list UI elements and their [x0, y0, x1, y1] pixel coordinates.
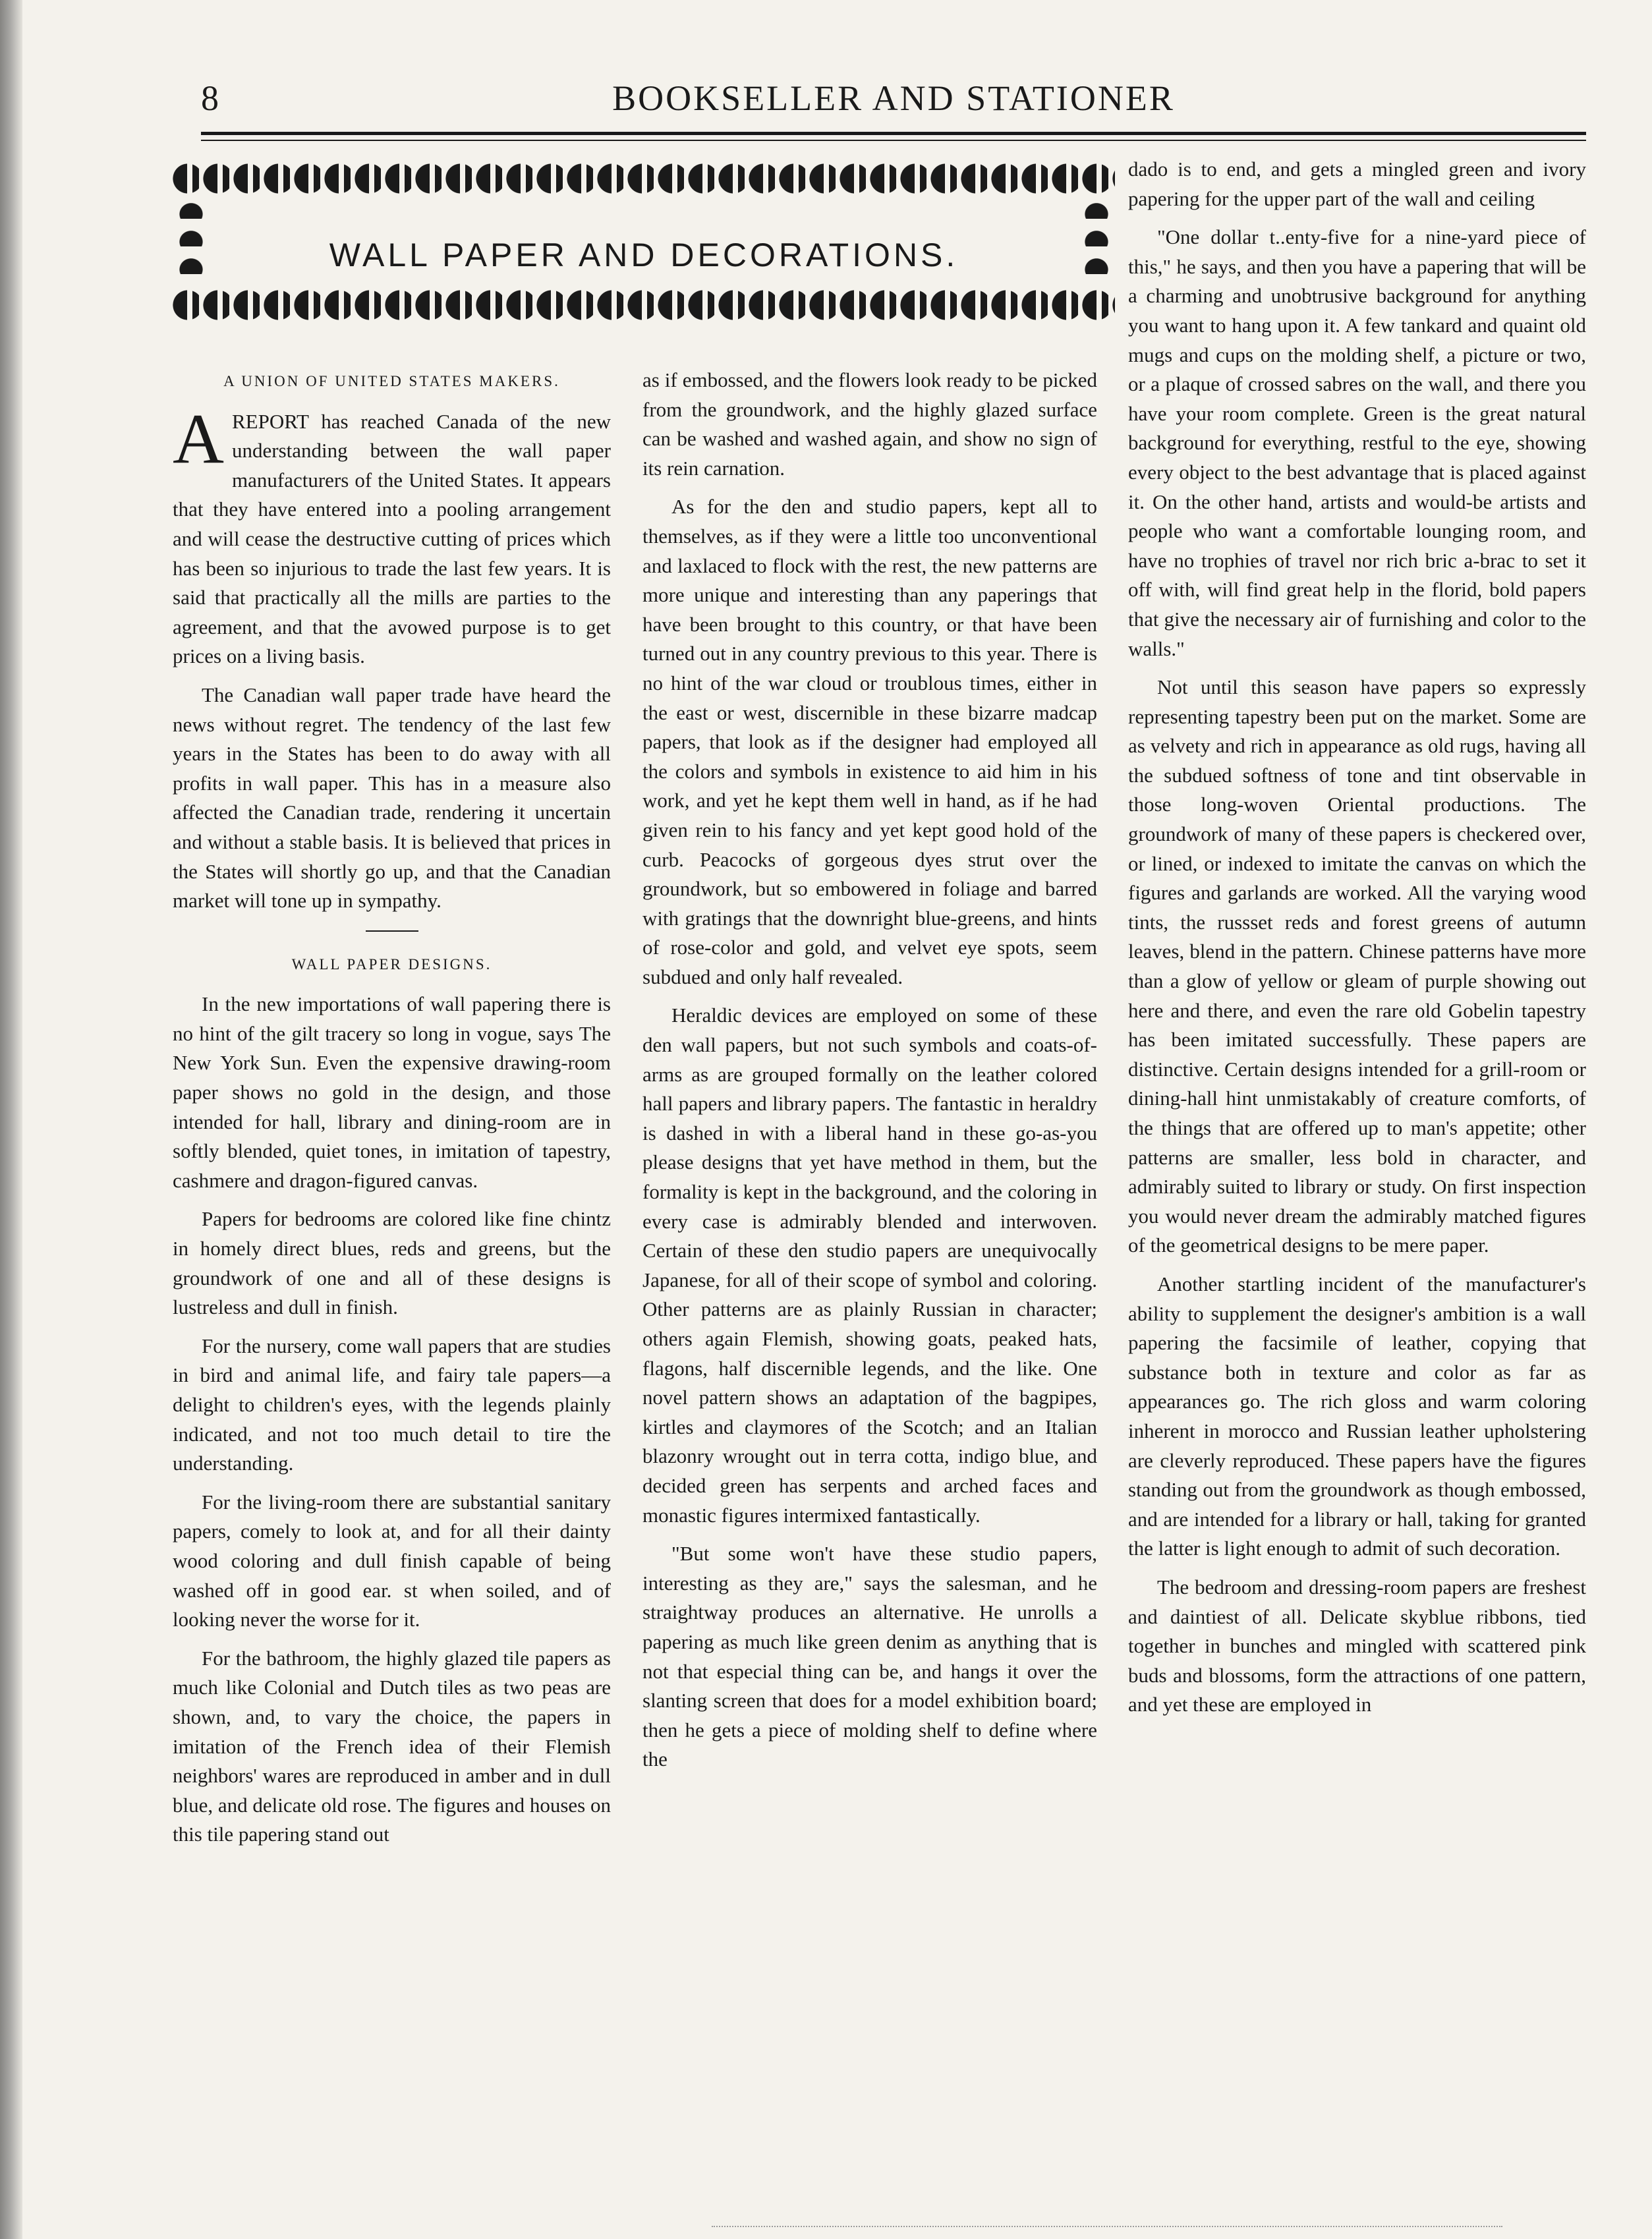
ornament-border-right [1082, 200, 1111, 283]
paragraph: "But some won't have these studio papers, interesting as they are," says the salesman, and he straightway produces an alternative. He unrolls a papering as much like green denim as anything that is not that especial thing can be, and hangs it over the slanting screen that does for a model exhibition board; then he gets a piece of molding shelf to define where the [642, 1542, 1097, 1771]
column-2 [642, 366, 1097, 1784]
ornament-border-top [173, 159, 1115, 198]
paragraph: The bedroom and dressing-room papers are freshest and daintiest of all. Delicate skyblue ribbons, tied together in bunches and mingled with scattered pink buds and blossoms, form the attractions of one pattern, and yet these are employed in [1128, 1575, 1586, 1716]
paragraph: "One dollar t..enty-five for a nine-yard piece of this," he says, and then you have a papering that will be a charming and unobtrusive background for anything you want to hang upon it. A few tankard and quaint old mugs and cups on the molding shelf, a picture or two, or a plaque of crossed sabres on the wall, and there you have your room complete. Green is the great natural background for everything, restful to the eye, showing every object to the best advantage that is placed against it. On the other hand, artists and would-be artists and people who want a comfortable lounging room, and have no trophies of travel nor rich bric a-brac to set it off with, will find great help in the florid, bold papers that give the necessary air of furnishing and color to the walls." [1128, 225, 1586, 660]
paragraph: The Canadian wall paper trade have heard the news without regret. The tendency of the last few years in the States has been to do away with all profits in wall paper. This has in a measure also affected the Canadian trade, rendering it uncertain and without a stable basis. It is believed that prices in the States will shortly go up, and that the Canadian market will tone up in sympathy. [173, 683, 611, 913]
header-rule [201, 132, 1586, 135]
paragraph: dado is to end, and gets a mingled green and ivory papering for the upper part of the wall and ceiling [1128, 157, 1586, 210]
paragraph: For the nursery, come wall papers that are studies in bird and animal life, and fairy tale papers—a delight to children's eyes, with the legends plainly indicated, and not too much detail to tire the understanding. [173, 1334, 611, 1475]
paragraph: In the new importations of wall papering there is no hint of the gilt tracery so long in vogue, says The New York Sun. Even the expensive drawing-room paper shows no gold in the design, and those intended for hall, library and dining-room are in softly blended, quiet tones, in imitation of tapestry, cashmere and dragon-figured canvas. [173, 992, 611, 1192]
column-3 [1128, 155, 1586, 1729]
paragraph: Not until this season have papers so expressly representing tapestry been put on the market. Some are as velvety and rich in appearance as old rugs, having all the subdued softness of tone and tint observable in those long-woven Oriental productions. The groundwork of many of these papers is checkered over, or lined, or indexed to imitate the canvas on which the figures and garlands are worked. All the varying wood tints, the russset reds and forest greens of autumn leaves, blend in the pattern. Chinese patterns have more than a glow of yellow or gleam of purple showing out here and there, and even the rare old Gobelin tapestry has been imitated successfully. These papers are distinctive. Certain designs intended for a grill-room or dining-hall hint unmistakably of creature comforts, of the things that are offered up to man's appetite; other patterns are smaller, less bold in character, and admirably suited to library or study. On first inspection you would never dream the admirably matched figures of the geometrical designs to be mere paper. [1128, 675, 1586, 1257]
column-1 [173, 366, 611, 1859]
running-head: BOOKSELLER AND STATIONER [612, 78, 1175, 118]
article-title: WALL PAPER AND DECORATIONS. [329, 237, 959, 273]
subhead-union: A UNION OF UNITED STATES MAKERS. [223, 373, 560, 389]
ornament-border-bottom [173, 286, 1115, 324]
page-edge-shadow [0, 0, 22, 2239]
header-rule-thin [201, 140, 1586, 141]
page-number: 8 [201, 78, 219, 118]
paragraph [173, 399, 611, 671]
subhead-designs: WALL PAPER DESIGNS. [291, 955, 492, 973]
section-divider [366, 930, 418, 932]
scan-artifact-bottom [712, 2226, 1502, 2227]
paragraph: as if embossed, and the flowers look ready to be picked from the groundwork, and the highly glazed surface can be washed and washed again, and show no sign of its rein carnation. [642, 368, 1097, 480]
paragraph: As for the den and studio papers, kept all to themselves, as if they were a little too unconventional and laxlaced to flock with the rest, the new patterns are more unique and interesting than any paperings that have been brought to this country, or that have been turned out in any country previous to this year. There is no hint of the war cloud or troublous times, either in the east or west, discernible in these bizarre madcap papers, that look as if the designer had employed all the colors and symbols in existence to aid him in his work, and yet he kept them well in hand, as if he had given rein to his fancy and yet kept good hold of the curb. Peacocks of gorgeous dyes strut over the groundwork, but so embowered in foliage and barred with gratings that the downright blue-greens, and hints of rose-color and gold, and velvet eye spots, seem subdued and only half revealed. [642, 495, 1097, 988]
ornament-border-left [177, 200, 206, 283]
paragraph-text: REPORT has reached Canada of the new understanding between the wall paper manufacturers of the United States. It appears that they have entered into a pooling arrangement and will cease the destructive cutting of prices which has been so injurious to trade the last few years. It is said that practically all the mills are parties to the agreement, and that the avowed purpose is to get prices on a living basis. [173, 409, 611, 668]
paragraph: Another startling incident of the manufacturer's ability to supplement the designer's ambition is a wall papering the facsimile of leather, copying that substance both in texture and color as far as appearances go. The rich gloss and warm coloring inherent in morocco and Russian leather upholstering are cleverly reproduced. These papers have the figures standing out from the groundwork as though embossed, and are intended for a library or hall, taking for granted the latter is light enough to admit of such decoration. [1128, 1272, 1586, 1560]
drop-cap: A [173, 399, 224, 478]
paragraph: For the bathroom, the highly glazed tile papers as much like Colonial and Dutch tiles as two peas are shown, and, to vary the choice, the papers in imitation of the French idea of their Flemish neighbors' wares are reproduced in amber and in dull blue, and delicate old rose. The figures and houses on this tile papering stand out [173, 1646, 611, 1846]
paragraph: Heraldic devices are employed on some of these den wall papers, but not such symbols and coats-of-arms as are grouped formally on the leather colored hall papers and library papers. The fantastic in heraldry is dashed in with a liberal hand in these go-as-you please designs that yet have method in them, but the formality is kept in the background, and the coloring in every case is admirably blended and interwoven. Certain of these den studio papers are unequivocally Japanese, for all of their scope of symbol and coloring. Other patterns are as plainly Russian in character; others again Flemish, showing goats, peaked hats, flagons, half discernible legends, and the like. One novel pattern shows an adaptation of the bagpipes, kirtles and claymores of the Scotch; and an Italian blazonry wrought out in terra cotta, indigo blue, and decided green has serpents and arched faces and monastic figures intermixed fantastically. [642, 1004, 1097, 1527]
article-title-ornament-box [173, 159, 1115, 324]
paragraph: Papers for bedrooms are colored like fine chintz in homely direct blues, reds and greens, but the groundwork of one and all of these designs is lustreless and dull in finish. [173, 1207, 611, 1319]
paragraph: For the living-room there are substantial sanitary papers, comely to look at, and for all their dainty wood coloring and dull finish capable of being washed off in good ear. st when soiled, and of looking never the worse for it. [173, 1490, 611, 1631]
page-header [201, 78, 1586, 124]
